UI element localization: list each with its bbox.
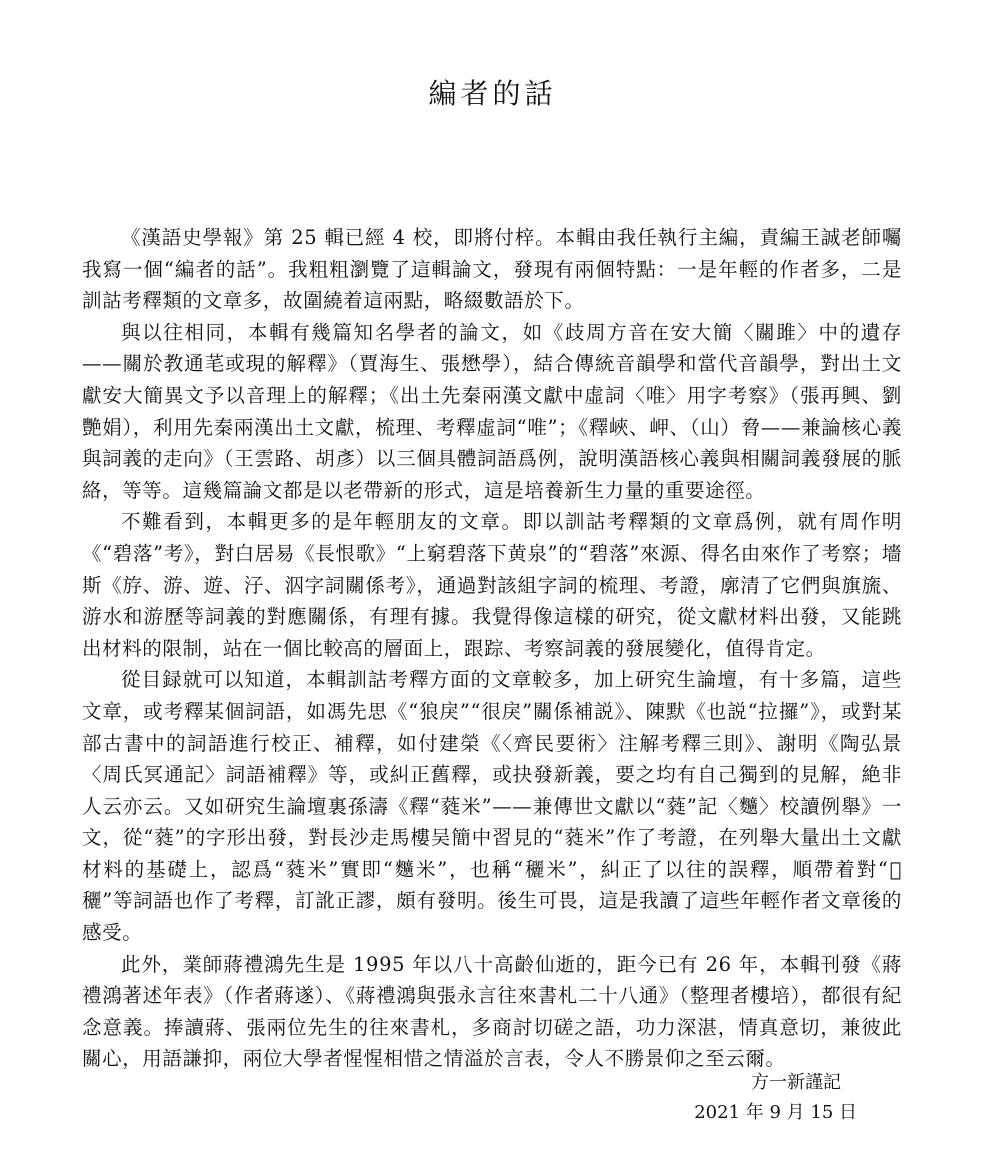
paragraph-2: 與以往相同，本輯有幾篇知名學者的論文，如《歧周方音在安大簡〈關雎〉中的遺存——關於教通芼或現的解釋》（賈海生、張懋學），結合傳統音韻學和當代音韻學，對出土文獻安大簡異文予以音理上的解釋；《出土先秦兩漢文獻中虛詞〈唯〉用字考察》（張再興、劉艷娟），利用先秦兩漢出土文獻，梳理、考釋虛詞“唯”；《釋峽、岬、（山）脅——兼論核心義與詞義的走向》（王雲路、胡彥）以三個具體詞語爲例，說明漢語核心義與相關詞義發展的脈絡，等等。這幾篇論文都是以老帶新的形式，這是培養新生力量的重要途徑。 [82,320,902,502]
signature-date: 2021 年 9 月 15 日 [694,1102,857,1123]
signature-name: 方一新謹記 [751,1072,841,1093]
paragraph-3: 不難看到，本輯更多的是年輕朋友的文章。即以訓詁考釋類的文章爲例，就有周作明《“碧落”考》，對白居易《長恨歌》“上窮碧落下黄泉”的“碧落”來源、得名由來作了考察；墻斯《斿、游、遊、汓、泅字詞關係考》，通過對該組字詞的梳理、考證，廓清了它們與旗旒、游水和游歷等詞義的對應關係，有理有據。我覺得像這樣的研究，從文獻材料出發，又能跳出材料的限制，站在一個比較高的層面上，跟踪、考察詞義的發展變化，值得肯定。 [82,510,902,660]
paragraph-4: 從目録就可以知道，本輯訓詁考釋方面的文章較多，加上研究生論壇，有十多篇，這些文章，或考釋某個詞語，如馮先思《“狼戾”“很戾”關係補説》、陳默《也説“拉攞”》，或對某部古書中的詞語進行校正、補釋，如付建榮《〈齊民要術〉注解考釋三則》、謝明《陶弘景〈周氏冥通記〉詞語補釋》等，或糾正舊釋，或抉發新義，要之均有自己獨到的見解，絶非人云亦云。又如研究生論壇裏孫濤《釋“蕤米”——兼傳世文獻以“蕤”記〈𪍿〉校讀例舉》一文，從“蕤”的字形出發，對長沙走馬樓吴簡中習見的“蕤米”作了考證，在列舉大量出土文獻材料的基礎上，認爲“蕤米”實即“𪍿米”，也稱“穲米”，糾正了以往的誤釋，順帶着對“𦵔穲”等詞語也作了考釋，訂訛正謬，頗有發明。後生可畏，這是我讀了這些年輕作者文章後的感受。 [82,668,902,945]
signature-block [694,1068,857,1128]
paragraph-5: 此外，業師蔣禮鴻先生是 1995 年以八十高齡仙逝的，距今已有 26 年，本輯刊發《蔣禮鴻著述年表》（作者蔣遂）、《蔣禮鴻與張永言往來書札二十八通》（整理者樓培），都很有紀念意義。捧讀蔣、張兩位先生的往來書札，多商討切磋之語，功力深湛，情真意切，兼彼此關心，用語謙抑，兩位大學者惺惺相惜之情溢於言表，令人不勝景仰之至云爾。 [82,952,902,1071]
page-title: 編者的話 [428,77,557,110]
body-text [82,222,902,1075]
paragraph-1: 《漢語史學報》第 25 輯已經 4 校，即將付梓。本輯由我任執行主編，責編王誠老師囑我寫一個“編者的話”。我粗粗瀏覽了這輯論文，發現有兩個特點：一是年輕的作者多，二是訓詁考釋類的文章多，故圍繞着這兩點，略綴數語於下。 [82,226,902,313]
